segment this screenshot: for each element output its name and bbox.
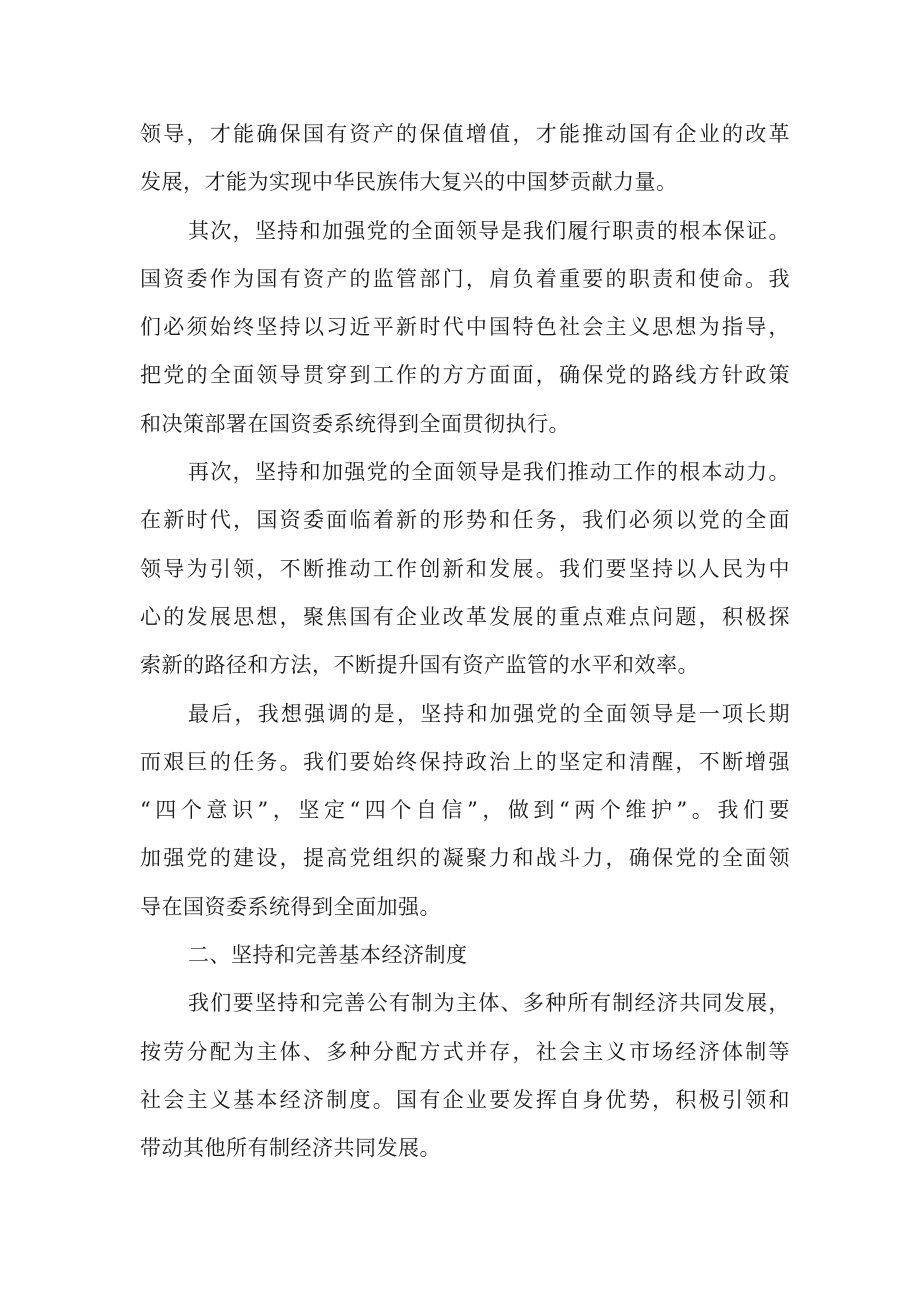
text-line: 导在国资委系统得到全面加强。 bbox=[140, 894, 441, 919]
text-line: 心的发展思想，聚焦国有企业改革发展的重点难点问题，积极探 bbox=[140, 604, 790, 629]
text-line: 们必须始终坚持以习近平新时代中国特色社会主义思想为指导， bbox=[140, 315, 790, 340]
text-line: 国资委作为国有资产的监管部门，肩负着重要的职责和使命。我 bbox=[140, 266, 790, 291]
text-line: 带动其他所有制经济共同发展。 bbox=[140, 1136, 441, 1161]
text-line: 在新时代，国资委面临着新的形势和任务，我们必须以党的全面 bbox=[140, 508, 790, 533]
text-line: 领导，才能确保国有资产的保值增值，才能推动国有企业的改革 bbox=[140, 122, 790, 146]
section-heading: 二、坚持和完善基本经济制度 bbox=[188, 943, 468, 968]
text-line: 最后，我想强调的是，坚持和加强党的全面领导是一项长期 bbox=[188, 701, 790, 726]
text-line: 把党的全面领导贯穿到工作的方方面面，确保党的路线方针政策 bbox=[140, 363, 790, 388]
text-line: 领导为引领，不断推动工作创新和发展。我们要坚持以人民为中 bbox=[140, 556, 790, 581]
text-line: 索新的路径和方法，不断提升国有资产监管的水平和效率。 bbox=[140, 653, 699, 678]
text-line: 社会主义基本经济制度。国有企业要发挥自身优势，积极引领和 bbox=[140, 1087, 790, 1112]
text-line: 发展，才能为实现中华民族伟大复兴的中国梦贡献力量。 bbox=[140, 170, 678, 195]
text-line: 而艰巨的任务。我们要始终保持政治上的坚定和清醒，不断增强 bbox=[140, 749, 790, 774]
text-line: 加强党的建设，提高党组织的凝聚力和战斗力，确保党的全面领 bbox=[140, 846, 790, 871]
text-line: 其次，坚持和加强党的全面领导是我们履行职责的根本保证。 bbox=[188, 218, 790, 243]
text-line: 再次，坚持和加强党的全面领导是我们推动工作的根本动力。 bbox=[188, 460, 790, 485]
text-line: 和决策部署在国资委系统得到全面贯彻执行。 bbox=[140, 411, 570, 436]
text-line: “四个意识”，坚定“四个自信”，做到“两个维护”。我们要 bbox=[140, 798, 790, 823]
text-line: 按劳分配为主体、多种分配方式并存，社会主义市场经济体制等 bbox=[140, 1039, 790, 1064]
document-body bbox=[140, 110, 790, 1173]
text-line: 我们要坚持和完善公有制为主体、多种所有制经济共同发展， bbox=[188, 991, 790, 1016]
